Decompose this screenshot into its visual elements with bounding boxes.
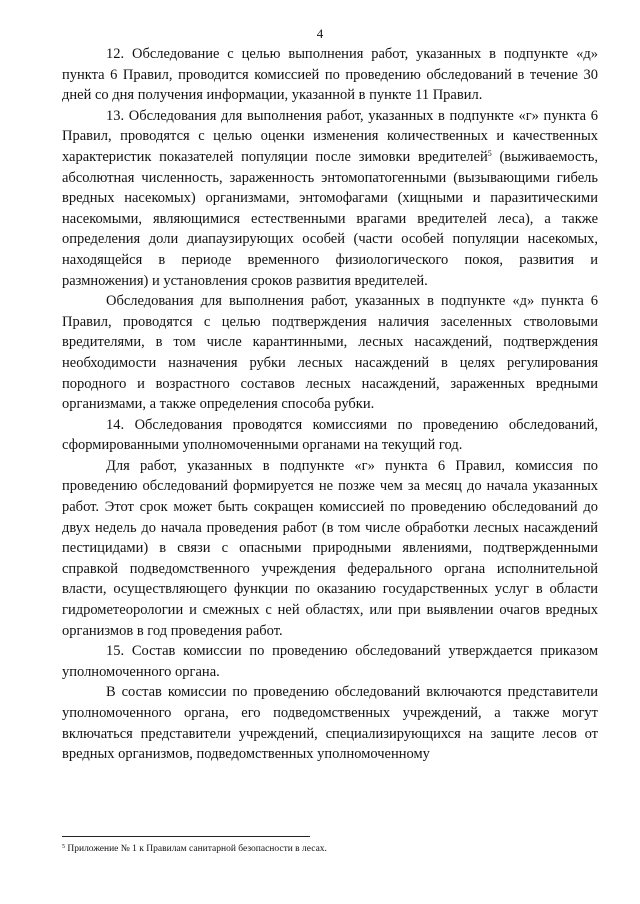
paragraph-13-continued: Обследования для выполнения работ, указанных в подпункте «д» пункта 6 Правил, проводятся с целью подтверждения наличия заселенных стволовыми вредителями, в том числе карантинными, лесных насаждений, подтверждения необходимости назначения рубки лесных насаждений в целях регулирования породного и возрастного составов лесных насаждений, зараженных вредными организмами, а также определения способа рубки. — [62, 293, 598, 413]
paragraph-12: 12. Обследование с целью выполнения работ, указанных в подпункте «д» пункта 6 Правил, проводится комиссией по проведению обследований в течение 30 дней со дня получения информации, указанной в пункте 11 Правил. — [62, 46, 598, 104]
footnote — [62, 843, 598, 855]
paragraph-13-text-after: (выживаемость, абсолютная численность, зараженность энтомопатогенными (вызывающими гибель вредных насекомых) организмами, энтомофагами (хищными и паразитическими насекомыми, являющимися естественными врагами вредителей леса), а также определения доли диапаузирующих особей (части особей популяции насекомых, находящейся в периоде временного физиологического покоя, развития и размножения) и установления сроков развития вредителей. — [62, 148, 598, 289]
footnote-text: Приложение № 1 к Правилам санитарной безопасности в лесах. — [65, 844, 327, 854]
paragraph-15: 15. Состав комиссии по проведению обследований утверждается приказом уполномоченного органа. — [62, 643, 598, 680]
document-body — [62, 44, 598, 765]
footnote-divider — [62, 836, 310, 837]
paragraph-15-continued: В состав комиссии по проведению обследований включаются представители уполномоченного органа, его подведомственных учреждений, а также могут включаться представители учреждений, специализирующихся на защите лесов от вредных организмов, подведомственных уполномоченному — [62, 684, 598, 763]
paragraph-14-continued: Для работ, указанных в подпункте «г» пункта 6 Правил, комиссия по проведению обследований формируется не позже чем за месяц до начала указанных работ. Этот срок может быть сокращен комиссией по проведению обследований до двух недель до начала проведения работ (в том числе обработки лесных насаждений пестицидами) в связи с опасными природными явлениями, подтвержденными справкой подведомственного учреждения федерального органа исполнительной власти, осуществляющего функции по оказанию государственных услуг в области гидрометеорологии и смежных с ней областях, или при выявлении очагов вредных организмов в год проведения работ. — [62, 457, 598, 639]
footnote-number: 5 — [62, 844, 65, 850]
paragraph-13-text-before: 13. Обследования для выполнения работ, указанных в подпункте «г» пункта 6 Правил, проводятся с целью оценки изменения количественных и качественных характеристик показателей популяции после зимовки вредителей — [62, 107, 598, 165]
paragraph-14: 14. Обследования проводятся комиссиями по проведению обследований, сформированными уполномоченными органами на текущий год. — [62, 416, 598, 454]
page-number: 4 — [316, 26, 324, 41]
paragraph-13 — [62, 106, 598, 291]
footnote-reference: 5 — [487, 148, 492, 158]
